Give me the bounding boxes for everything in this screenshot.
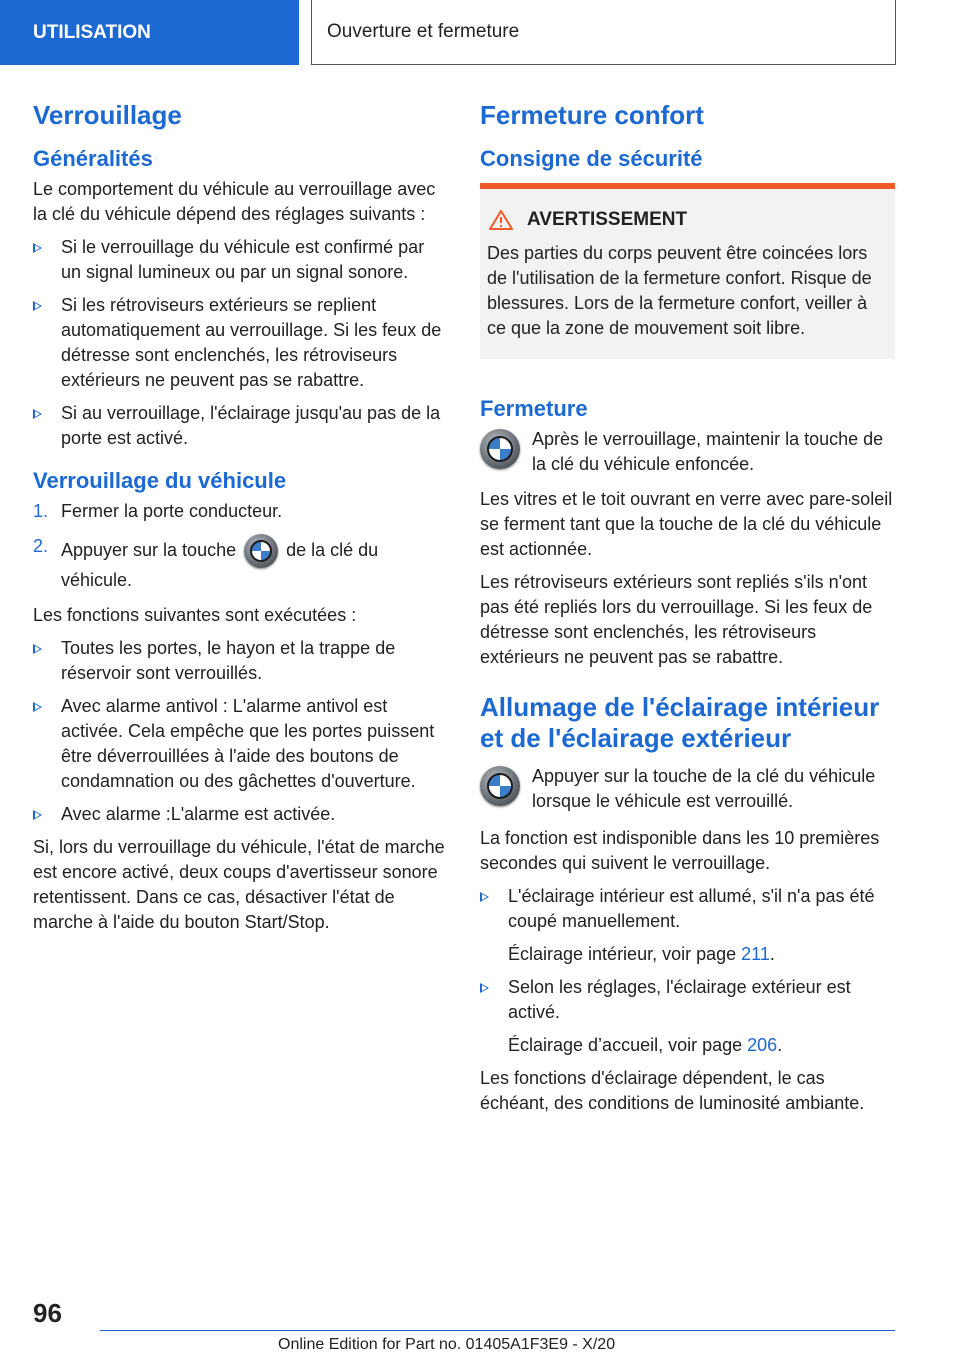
bmw-key-button-icon — [480, 429, 520, 469]
list-item: Toutes les portes, le hayon et la trappe de réservoir sont verrouillés. — [33, 636, 445, 686]
triangle-bullet-icon — [33, 810, 42, 820]
triangle-bullet-icon — [480, 892, 489, 902]
heading-generalites: Généralités — [33, 146, 153, 171]
triangle-bullet-icon — [33, 644, 42, 654]
key-instruction — [480, 764, 895, 814]
right-column — [480, 100, 895, 1124]
triangle-bullet-icon — [33, 702, 42, 712]
heading-fermeture: Fermeture — [480, 396, 588, 421]
warning-header — [489, 209, 887, 231]
fermeture-paragraph: Les vitres et le toit ouvrant en verre avec pare-soleil se ferment tant que la touche de la clé du véhicule est actionnée. — [480, 489, 893, 559]
fermeture-paragraph: Les rétroviseurs extérieurs sont repliés s'ils n'ont pas été repliés lors du verrouillage. Si les feux de détresse sont enclenchés, les rétroviseurs extérieurs ne peuvent pas se rabattre. — [480, 572, 873, 667]
step-item: 1. Fermer la porte conducteur. — [33, 501, 283, 521]
step-item: 2. Appuyer sur la touche de la clé du véhicule. — [33, 536, 379, 590]
page-link[interactable]: 206 — [747, 1035, 778, 1055]
warning-triangle-icon — [489, 210, 513, 230]
chapter-title: Ouverture et fermeture — [327, 21, 520, 42]
generalites-list — [33, 235, 445, 451]
page-reference: Éclairage d’accueil, voir page 206. — [508, 1035, 783, 1055]
list-item: L'éclairage intérieur est allumé, s'il n'a pas été coupé manuellement. — [480, 884, 895, 934]
heading-verrouillage: Verrouillage — [33, 100, 182, 130]
heading-consigne-securite: Consigne de sécurité — [480, 146, 703, 171]
closing-paragraph: Si, lors du verrouillage du véhicule, l'état de marche est encore activé, deux coups d'avertisseur sonore retentissent. Dans ce cas, désactiver l'état de marche à l'aide du bouton Start/Stop. — [33, 837, 445, 932]
heading-allumage: Allumage de l'éclairage intérieur et de l'éclairage extérieur — [480, 692, 880, 753]
left-column — [33, 100, 445, 943]
list-item: Avec alarme :L'alarme est activée. — [33, 802, 445, 827]
section-title: UTILISATION — [33, 21, 151, 43]
warning-title: AVERTISSEMENT — [527, 209, 688, 230]
chapter-header — [311, 0, 896, 65]
list-item: Si au verrouillage, l'éclairage jusqu'au pas de la porte est activé. — [33, 401, 445, 451]
heading-fermeture-confort: Fermeture confort — [480, 100, 704, 130]
edition-text: Online Edition for Part no. 01405A1F3E9 - X/20 — [278, 1336, 616, 1353]
key-instruction-text: Appuyer sur la touche de la clé du véhicule lorsque le véhicule est verrouillé. — [532, 766, 876, 811]
footer-divider — [100, 1330, 895, 1331]
page-number: 96 — [33, 1298, 62, 1328]
allumage-list — [480, 975, 895, 1025]
list-item: Avec alarme antivol : L'alarme antivol est activée. Cela empêche que les portes puissent être déverrouillées à l'aide des boutons de condamnation ou des gâchettes d'ouverture. — [33, 694, 445, 794]
functions-intro: Les fonctions suivantes sont exécutées : — [33, 605, 357, 625]
triangle-bullet-icon — [480, 983, 489, 993]
warning-box — [480, 183, 895, 359]
functions-list — [33, 636, 445, 827]
key-instruction — [480, 427, 895, 477]
generalites-intro: Le comportement du véhicule au verrouillage avec la clé du véhicule dépend des réglages suivants : — [33, 179, 436, 224]
list-item: Si les rétroviseurs extérieurs se replient automatiquement au verrouillage. Si les feux de détresse sont enclenchés, les rétroviseurs extérieurs ne peuvent pas se rabattre. — [33, 293, 445, 393]
allumage-closing: Les fonctions d'éclairage dépendent, le cas échéant, des conditions de luminosité ambiante. — [480, 1068, 865, 1113]
allumage-paragraph: La fonction est indisponible dans les 10 premières secondes qui suivent le verrouillage. — [480, 828, 880, 873]
page-reference: Éclairage intérieur, voir page 211. — [508, 944, 775, 964]
allumage-list — [480, 884, 895, 934]
key-instruction-text: Après le verrouillage, maintenir la touche de la clé du véhicule enfoncée. — [532, 429, 884, 474]
triangle-bullet-icon — [33, 409, 42, 419]
triangle-bullet-icon — [33, 243, 42, 253]
page-link[interactable]: 211 — [741, 944, 770, 964]
list-item: Si le verrouillage du véhicule est confirmé par un signal lumineux ou par un signal sonore. — [33, 235, 445, 285]
heading-verrouillage-vehicule: Verrouillage du véhicule — [33, 468, 287, 493]
warning-text: Des parties du corps peuvent être coincées lors de l'utilisation de la fermeture confort. Risque de blessures. Lors de la fermeture confort, veiller à ce que la zone de mouvement soit libre. — [487, 243, 872, 338]
list-item: Selon les réglages, l'éclairage extérieur est activé. — [480, 975, 895, 1025]
triangle-bullet-icon — [33, 301, 42, 311]
bmw-key-button-icon — [244, 534, 278, 568]
bmw-key-button-icon — [480, 766, 520, 806]
steps-list — [33, 499, 445, 593]
section-tab[interactable] — [0, 0, 299, 65]
